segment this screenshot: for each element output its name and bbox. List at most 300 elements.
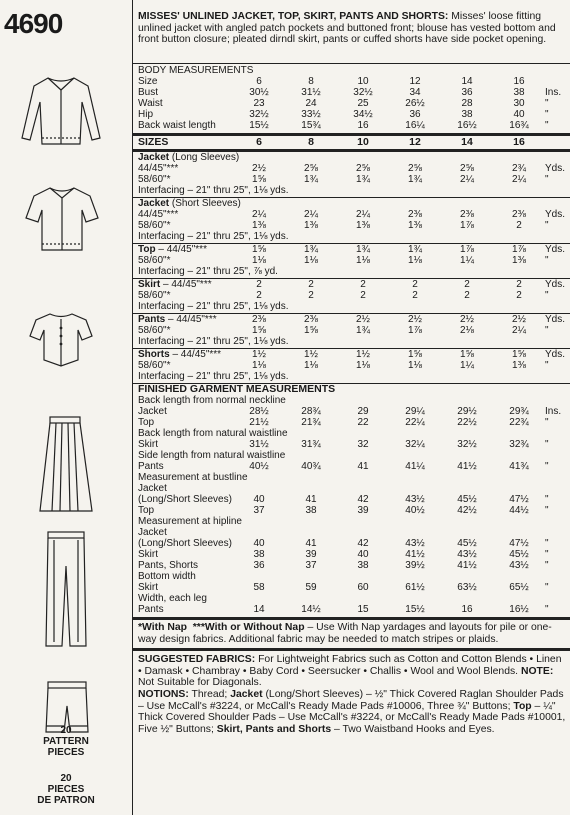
cell: 1⅛	[408, 360, 422, 371]
cell: 16¼	[405, 120, 425, 131]
unit: "	[545, 439, 549, 450]
unit: "	[545, 582, 549, 593]
cell: 44½	[509, 505, 529, 516]
cell: 2½	[512, 314, 526, 325]
body-row	[133, 76, 570, 87]
cell: 2	[412, 290, 418, 301]
pieces-word-fr: PIECES	[47, 784, 85, 795]
row-label	[138, 244, 207, 255]
cell: 32½	[353, 87, 373, 98]
label-text: Jacket	[138, 406, 167, 417]
cell: 47½	[509, 494, 529, 505]
cell: 31½	[301, 87, 321, 98]
cell: 1¾	[408, 174, 422, 185]
unit: Ins.	[545, 406, 562, 417]
label-text: Jacket	[138, 483, 167, 494]
cell: 1⅜	[356, 220, 370, 231]
cell: 2¼	[460, 174, 474, 185]
yardage-row	[133, 290, 570, 301]
row-label	[138, 174, 170, 185]
body-row	[133, 120, 570, 131]
unit: Ins.	[545, 87, 562, 98]
yardage-row	[133, 220, 570, 231]
label-text: Size	[138, 76, 158, 87]
label-text: Top	[138, 505, 155, 516]
cell: 43½	[509, 560, 529, 571]
cell: 1½	[252, 349, 266, 360]
pieces-count: 20	[60, 725, 72, 736]
cell: 16½	[457, 120, 477, 131]
label-text: Measurement at hipline	[138, 516, 242, 527]
size-cell: 12	[409, 136, 421, 148]
interfacing-text: Interfacing – 21" thru 25", 1⅛ yds.	[138, 336, 289, 347]
cell: 40½	[405, 505, 425, 516]
interfacing-text: Interfacing – 21" thru 25", 1⅛ yds.	[138, 185, 289, 196]
label-text: Jacket	[138, 527, 167, 538]
label-text: Pants, Shorts	[138, 560, 199, 571]
cell: 40	[513, 109, 525, 120]
row-label	[138, 209, 178, 220]
cell: 38	[253, 549, 265, 560]
cell: 39	[357, 505, 369, 516]
cell: 28	[461, 98, 473, 109]
cell: 2	[516, 220, 522, 231]
cell: 41¼	[405, 461, 425, 472]
cell: 33½	[301, 109, 321, 120]
row-label	[138, 549, 158, 560]
cell: 36	[409, 109, 421, 120]
cell: 30	[513, 98, 525, 109]
yardage-row	[133, 244, 570, 255]
finished-row	[133, 406, 570, 417]
cell: 1⅞	[460, 244, 474, 255]
sizes-label: SIZES	[138, 136, 169, 148]
cell: 2	[360, 279, 366, 290]
cell: 58	[253, 582, 265, 593]
cell: 12	[409, 76, 421, 87]
unit: "	[545, 538, 549, 549]
cell: 1⅜	[304, 220, 318, 231]
interfacing-text: Interfacing – 21" thru 25", 1⅛ yds.	[138, 301, 289, 312]
cell: 32½	[457, 439, 477, 450]
cell: 1⅝	[304, 325, 318, 336]
row-label	[138, 604, 164, 615]
cell: 38	[513, 87, 525, 98]
finished-row	[133, 472, 570, 483]
row-label	[138, 593, 207, 604]
cell: 2	[256, 290, 262, 301]
cell: 1¾	[356, 174, 370, 185]
cell: 29	[357, 406, 369, 417]
measurement-tables	[133, 65, 570, 620]
cell: 37	[253, 505, 265, 516]
size-cell: 6	[256, 136, 262, 148]
cell: 42	[357, 494, 369, 505]
size-cell: 14	[461, 136, 473, 148]
cell: 28½	[249, 406, 269, 417]
size-cell: 16	[513, 136, 525, 148]
row-label	[138, 505, 154, 516]
section-title: FINISHED GARMENT MEASUREMENTS	[138, 383, 336, 395]
cell: 2½	[460, 314, 474, 325]
yardage-row	[133, 314, 570, 325]
notions-text-2: (Long/Short Sleeves) – ½" Thick Covered Raglan Shoulder Pads – Use McCall's #3224, or McCall's Ready Made Pads #10006, Three ¾" Buttons;	[138, 688, 564, 712]
unit: "	[545, 505, 549, 516]
cell: 2⅜	[408, 209, 422, 220]
unit: Yds.	[545, 279, 566, 290]
body-row	[133, 87, 570, 98]
garment-label: Top	[138, 244, 156, 255]
cell: 41½	[457, 461, 477, 472]
cell: 25	[357, 98, 369, 109]
cell: 1⅜	[408, 220, 422, 231]
label-text: Skirt	[138, 439, 158, 450]
cell: 16	[513, 76, 525, 87]
interfacing-row	[133, 266, 570, 277]
interfacing-row	[133, 301, 570, 312]
finished-row	[133, 549, 570, 560]
cell: 2¾	[512, 163, 526, 174]
cell: 2¼	[512, 325, 526, 336]
row-label	[138, 560, 198, 571]
finished-row	[133, 604, 570, 615]
cell: 38	[357, 560, 369, 571]
cell: 1¾	[304, 174, 318, 185]
cell: 2⅜	[460, 209, 474, 220]
cell: 1⅝	[252, 325, 266, 336]
cell: 41	[305, 538, 317, 549]
finished-row	[133, 461, 570, 472]
cell: 1⅜	[512, 255, 526, 266]
row-label	[138, 439, 158, 450]
label-text: 58/60"*	[138, 220, 171, 231]
finished-row	[133, 571, 570, 582]
label-text: (Long/Short Sleeves)	[138, 494, 232, 505]
cell: 43½	[457, 549, 477, 560]
cell: 41½	[457, 560, 477, 571]
row-label	[138, 417, 154, 428]
suggested-fabrics	[133, 651, 570, 689]
with-nap-label: *With Nap	[138, 622, 187, 633]
cell: 14	[461, 76, 473, 87]
garment-sketches-column	[0, 60, 132, 815]
row-label	[138, 450, 285, 461]
cell: 28¾	[301, 406, 321, 417]
jacket-short-sleeve-sketch	[24, 184, 100, 256]
yardage-row	[133, 349, 570, 360]
cell: 2½	[408, 314, 422, 325]
cell: 1⅝	[408, 349, 422, 360]
cell: 40¾	[301, 461, 321, 472]
row-label	[138, 109, 153, 120]
label-text: Skirt	[138, 549, 158, 560]
unit: Yds.	[545, 244, 566, 255]
label-text: Back length from natural waistline	[138, 428, 288, 439]
jacket-long-sleeve-sketch	[18, 72, 104, 150]
unit: "	[545, 604, 549, 615]
label-text: Bust	[138, 87, 159, 98]
cell: 16¾	[509, 120, 529, 131]
cell: 2⅝	[356, 163, 370, 174]
cell: 36	[253, 560, 265, 571]
fabric-width-label: (Short Sleeves)	[169, 198, 241, 209]
row-label	[138, 516, 242, 527]
row-label	[138, 255, 170, 266]
cell: 1⅜	[252, 220, 266, 231]
row-label	[138, 163, 178, 174]
yardage-row	[133, 174, 570, 185]
pieces-word-pieces: PIECES	[47, 747, 85, 758]
unit: "	[545, 560, 549, 571]
size-cell: 8	[308, 136, 314, 148]
row-label	[138, 527, 167, 538]
unit: "	[545, 220, 549, 231]
label-text: Measurement at bustline	[138, 472, 248, 483]
label-text: Pants	[138, 461, 164, 472]
row-label	[138, 472, 248, 483]
label-text: 58/60"*	[138, 325, 171, 336]
row-label	[138, 483, 167, 494]
notions-text-1: Thread;	[188, 688, 231, 700]
cell: 2⅝	[408, 163, 422, 174]
cell: 32	[357, 439, 369, 450]
label-text: Skirt	[138, 582, 158, 593]
row-label	[138, 87, 158, 98]
yardage-section-title	[133, 152, 570, 163]
garment-description: Misses' loose fitting unlined jacket with angled patch pockets and buttoned front; blouse has vested bottom and front button closure; pleated dirndl skirt, pants or cuffed shorts have side pocket opening.	[138, 11, 556, 45]
yardage-row	[133, 360, 570, 371]
row-label	[138, 290, 170, 301]
cell: 1⅝	[252, 174, 266, 185]
notions-skirt-label: Skirt, Pants and Shorts	[216, 723, 332, 735]
cell: 2	[308, 279, 314, 290]
cell: 15¾	[301, 120, 321, 131]
interfacing-row	[133, 231, 570, 242]
finished-row	[133, 483, 570, 494]
yardage-row	[133, 279, 570, 290]
unit: "	[545, 549, 549, 560]
interfacing-text: Interfacing – 21" thru 25", 1⅛ yds.	[138, 371, 289, 382]
label-text: Width, each leg	[138, 593, 207, 604]
notions-top-label: Top	[513, 700, 532, 712]
cell: 32½	[249, 109, 269, 120]
cell: 2	[464, 290, 470, 301]
cell: 43½	[405, 494, 425, 505]
cell: 22	[357, 417, 369, 428]
cell: 60	[357, 582, 369, 593]
body-row	[133, 98, 570, 109]
description-block	[133, 0, 570, 64]
garment-label: Jacket	[138, 198, 170, 209]
cell: 1⅛	[304, 360, 318, 371]
cell: 1⅛	[304, 255, 318, 266]
yardage-row	[133, 255, 570, 266]
finished-row	[133, 593, 570, 604]
pieces-word-pattern: PATTERN	[43, 736, 89, 747]
fabric-note-text: Not Suitable for Diagonals.	[138, 677, 262, 689]
fabric-width-label: – 44/45"***	[165, 314, 217, 325]
fabric-width-label: – 44/45"***	[169, 349, 222, 360]
cell: 1⅛	[408, 255, 422, 266]
garment-label: Shorts	[138, 349, 170, 360]
row-label	[138, 220, 170, 231]
label-text: Bottom width	[138, 571, 196, 582]
cell: 2	[360, 290, 366, 301]
cell: 40	[253, 538, 265, 549]
cell: 2⅛	[460, 325, 474, 336]
cell: 40	[253, 494, 265, 505]
label-text: Top	[138, 417, 155, 428]
label-text: 58/60"*	[138, 360, 171, 371]
row-label	[138, 571, 196, 582]
cell: 1¾	[356, 244, 370, 255]
notions-text-4: – Two Waistband Hooks and Eyes.	[331, 723, 495, 735]
body-row	[133, 109, 570, 120]
cell: 14	[253, 604, 265, 615]
cell: 2½	[252, 163, 266, 174]
label-text: 58/60"*	[138, 255, 171, 266]
nap-note	[133, 620, 570, 645]
cell: 1¼	[460, 360, 474, 371]
label-text: Pants	[138, 604, 164, 615]
cell: 29¼	[405, 406, 425, 417]
cell: 2	[412, 279, 418, 290]
unit: "	[545, 461, 549, 472]
cell: 30½	[249, 87, 269, 98]
cell: 1¾	[408, 244, 422, 255]
cell: 38	[305, 505, 317, 516]
garment-title: MISSES' UNLINED JACKET, TOP, SKIRT, PANTS AND SHORTS:	[138, 11, 449, 22]
cell: 22½	[457, 417, 477, 428]
top-sketch	[28, 310, 94, 368]
cell: 1¾	[356, 325, 370, 336]
finished-row	[133, 505, 570, 516]
cell: 29¾	[509, 406, 529, 417]
cell: 1⅛	[252, 360, 266, 371]
fabric-width-label: (Long Sleeves)	[169, 152, 240, 163]
cell: 2¼	[356, 209, 370, 220]
cell: 2⅝	[304, 163, 318, 174]
label-text: Back length from normal neckline	[138, 395, 286, 406]
row-label	[138, 98, 163, 109]
row-label	[138, 494, 232, 505]
cell: 23	[253, 98, 265, 109]
cell: 1⅜	[512, 360, 526, 371]
cell: 42	[357, 538, 369, 549]
cell: 2¼	[304, 209, 318, 220]
finished-row	[133, 527, 570, 538]
cell: 43½	[405, 538, 425, 549]
yardage-row	[133, 209, 570, 220]
cell: 2	[256, 279, 262, 290]
cell: 1⅛	[356, 255, 370, 266]
cell: 1⅝	[460, 349, 474, 360]
cell: 45½	[457, 538, 477, 549]
cell: 2⅜	[304, 314, 318, 325]
cell: 15½	[249, 120, 269, 131]
unit: "	[545, 120, 549, 131]
label-text: 44/45"***	[138, 163, 179, 174]
size-cell: 10	[357, 136, 369, 148]
cell: 59	[305, 582, 317, 593]
cell: 15½	[405, 604, 425, 615]
label-text: Waist	[138, 98, 163, 109]
nap-note-text: – Use With Nap yardages and layouts for pile or one-way design fabrics. Additional fabric may be needed to match stripes or plaids.	[138, 622, 552, 645]
cell: 45½	[457, 494, 477, 505]
interfacing-text: Interfacing – 21" thru 25", 1⅛ yds.	[138, 231, 289, 242]
cell: 1⅞	[512, 244, 526, 255]
cell: 22¾	[509, 417, 529, 428]
finished-row	[133, 439, 570, 450]
cell: 16	[357, 120, 369, 131]
unit: Yds.	[545, 209, 566, 220]
cell: 37	[305, 560, 317, 571]
notions-jacket-label: Jacket	[230, 688, 263, 700]
cell: 10	[357, 76, 369, 87]
cell: 24	[305, 98, 317, 109]
interfacing-row	[133, 371, 570, 382]
cell: 21¾	[301, 417, 321, 428]
finished-row	[133, 494, 570, 505]
cell: 2	[308, 290, 314, 301]
unit: "	[545, 109, 549, 120]
row-label	[138, 76, 157, 87]
row-label	[138, 582, 158, 593]
notions-text-3: – ¼" Thick Covered Shoulder Pads – Use McCall's #3224, or McCall's Ready Made Pads #10001, Five ½" Buttons;	[138, 700, 566, 735]
cell: 42½	[457, 505, 477, 516]
row-label	[138, 406, 167, 417]
cell: 21½	[249, 417, 269, 428]
finished-row	[133, 428, 570, 439]
cell: 65½	[509, 582, 529, 593]
cell: 31½	[249, 439, 269, 450]
pieces-count-fr: 20	[60, 773, 72, 784]
unit: "	[545, 325, 549, 336]
finished-row	[133, 582, 570, 593]
yardage-row	[133, 163, 570, 174]
unit: "	[545, 255, 549, 266]
cell: 40	[357, 549, 369, 560]
cell: 34	[409, 87, 421, 98]
row-label	[138, 279, 212, 290]
cell: 41	[357, 461, 369, 472]
cell: 2½	[356, 314, 370, 325]
sizes-row	[133, 136, 570, 149]
cell: 63½	[457, 582, 477, 593]
cell: 2	[516, 279, 522, 290]
without-nap-label: ***With or Without Nap	[192, 622, 305, 633]
cell: 2¼	[512, 174, 526, 185]
finished-row	[133, 538, 570, 549]
cell: 1½	[304, 349, 318, 360]
cell: 1⅛	[356, 360, 370, 371]
unit: "	[545, 290, 549, 301]
section-title: BODY MEASUREMENTS	[138, 65, 254, 76]
label-text: Side length from natural waistline	[138, 450, 286, 461]
interfacing-row	[133, 185, 570, 196]
cell: 34½	[353, 109, 373, 120]
row-label	[138, 349, 221, 360]
cell: 29½	[457, 406, 477, 417]
body-measurements-title	[133, 65, 570, 76]
unit: Yds.	[545, 163, 566, 174]
unit: "	[545, 494, 549, 505]
finished-row	[133, 395, 570, 406]
row-label	[138, 461, 164, 472]
yardage-section-title	[133, 198, 570, 209]
finished-row	[133, 450, 570, 461]
label-text: 58/60"*	[138, 174, 171, 185]
